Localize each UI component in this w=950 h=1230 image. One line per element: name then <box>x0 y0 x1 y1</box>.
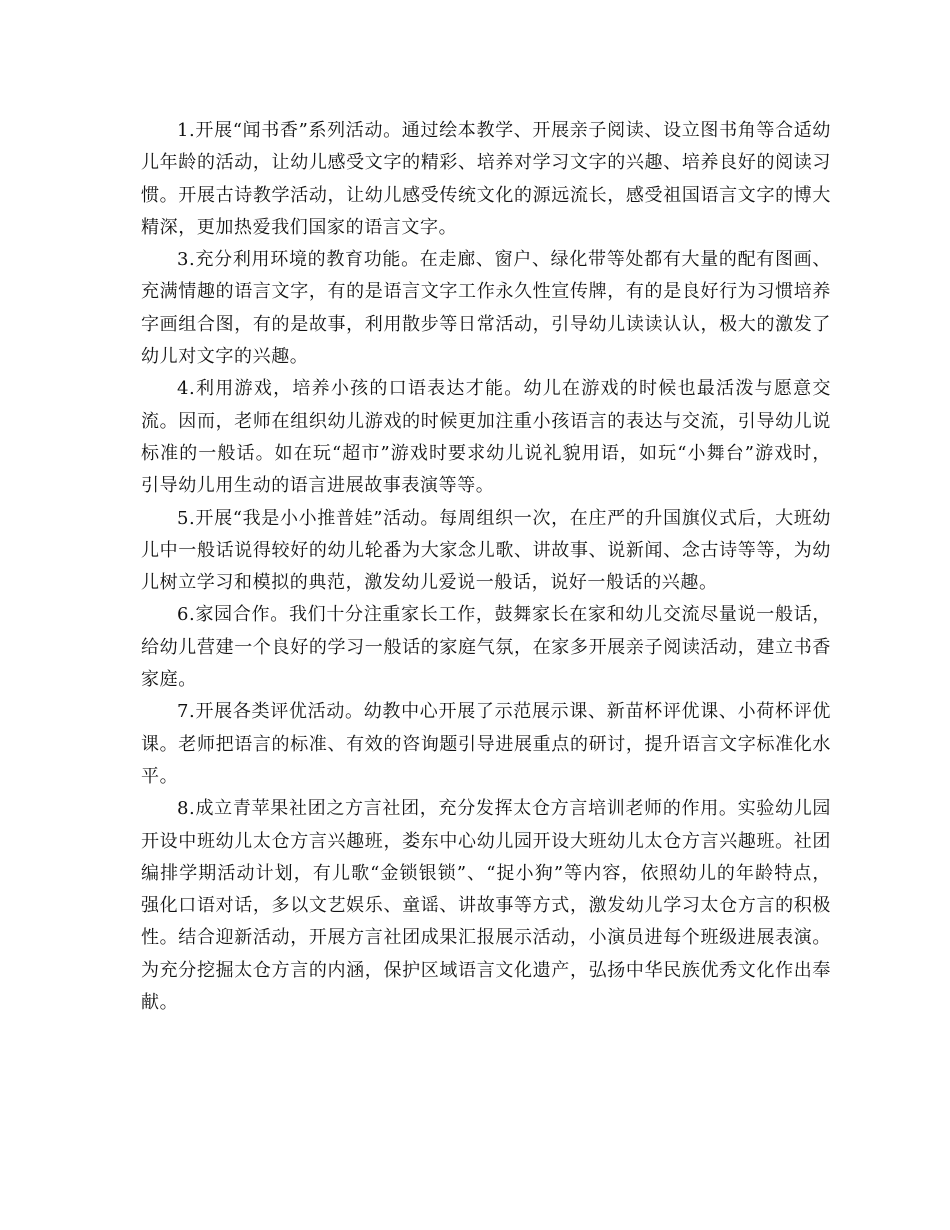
document-body <box>141 115 831 1019</box>
paragraph-1: 1.开展“闻书香”系列活动。通过绘本教学、开展亲子阅读、设立图书角等合适幼儿年龄的活动，让幼儿感受文字的精彩、培养对学习文字的兴趣、培养良好的阅读习惯。开展古诗教学活动，让幼儿感受传统文化的源远流长，感受祖国语言文字的博大精深，更加热爱我们国家的语言文字。 <box>141 120 831 238</box>
paragraph-5: 5.开展“我是小小推普娃”活动。每周组织一次，在庄严的升国旗仪式后，大班幼儿中一般话说得较好的幼儿轮番为大家念儿歌、讲故事、说新闻、念古诗等等，为幼儿树立学习和模拟的典范，激发幼儿爱说一般话，说好一般话的兴趣。 <box>141 507 831 594</box>
paragraph-3: 3.充分利用环境的教育功能。在走廊、窗户、绿化带等处都有大量的配有图画、充满情趣的语言文字，有的是语言文字工作永久性宣传牌，有的是良好行为习惯培养字画组合图，有的是故事，利用散步等日常活动，引导幼儿读读认认，极大的激发了幼儿对文字的兴趣。 <box>141 249 831 368</box>
paragraph-6: 6.家园合作。我们十分注重家长工作，鼓舞家长在家和幼儿交流尽量说一般话，给幼儿营建一个良好的学习一般话的家庭气氛，在家多开展亲子阅读活动，建立书香家庭。 <box>141 604 831 691</box>
paragraph-8: 8.成立青苹果社团之方言社团，充分发挥太仓方言培训老师的作用。实验幼儿园开设中班幼儿太仓方言兴趣班，娄东中心幼儿园开设大班幼儿太仓方言兴趣班。社团编排学期活动计划，有儿歌“金锁银锁”、“捉小狗”等内容，依照幼儿的年龄特点，强化口语对话，多以文艺娱乐、童谣、讲故事等方式，激发幼儿学习太仓方言的积极性。结合迎新活动，开展方言社团成果汇报展示活动，小演员进每个班级进展表演。为充分挖掘太仓方言的内涵，保护区域语言文化遗产，弘扬中华民族优秀文化作出奉献。 <box>141 798 831 1014</box>
paragraph-4: 4.利用游戏，培养小孩的口语表达才能。幼儿在游戏的时候也最活泼与愿意交流。因而，老师在组织幼儿游戏的时候更加注重小孩语言的表达与交流，引导幼儿说标准的一般话。如在玩“超市”游戏时要求幼儿说礼貌用语，如玩“小舞台”游戏时，引导幼儿用生动的语言进展故事表演等等。 <box>141 378 831 497</box>
paragraph-7: 7.开展各类评优活动。幼教中心开展了示范展示课、新苗杯评优课、小荷杯评优课。老师把语言的标准、有效的咨询题引导进展重点的研讨，提升语言文字标准化水平。 <box>141 701 831 787</box>
